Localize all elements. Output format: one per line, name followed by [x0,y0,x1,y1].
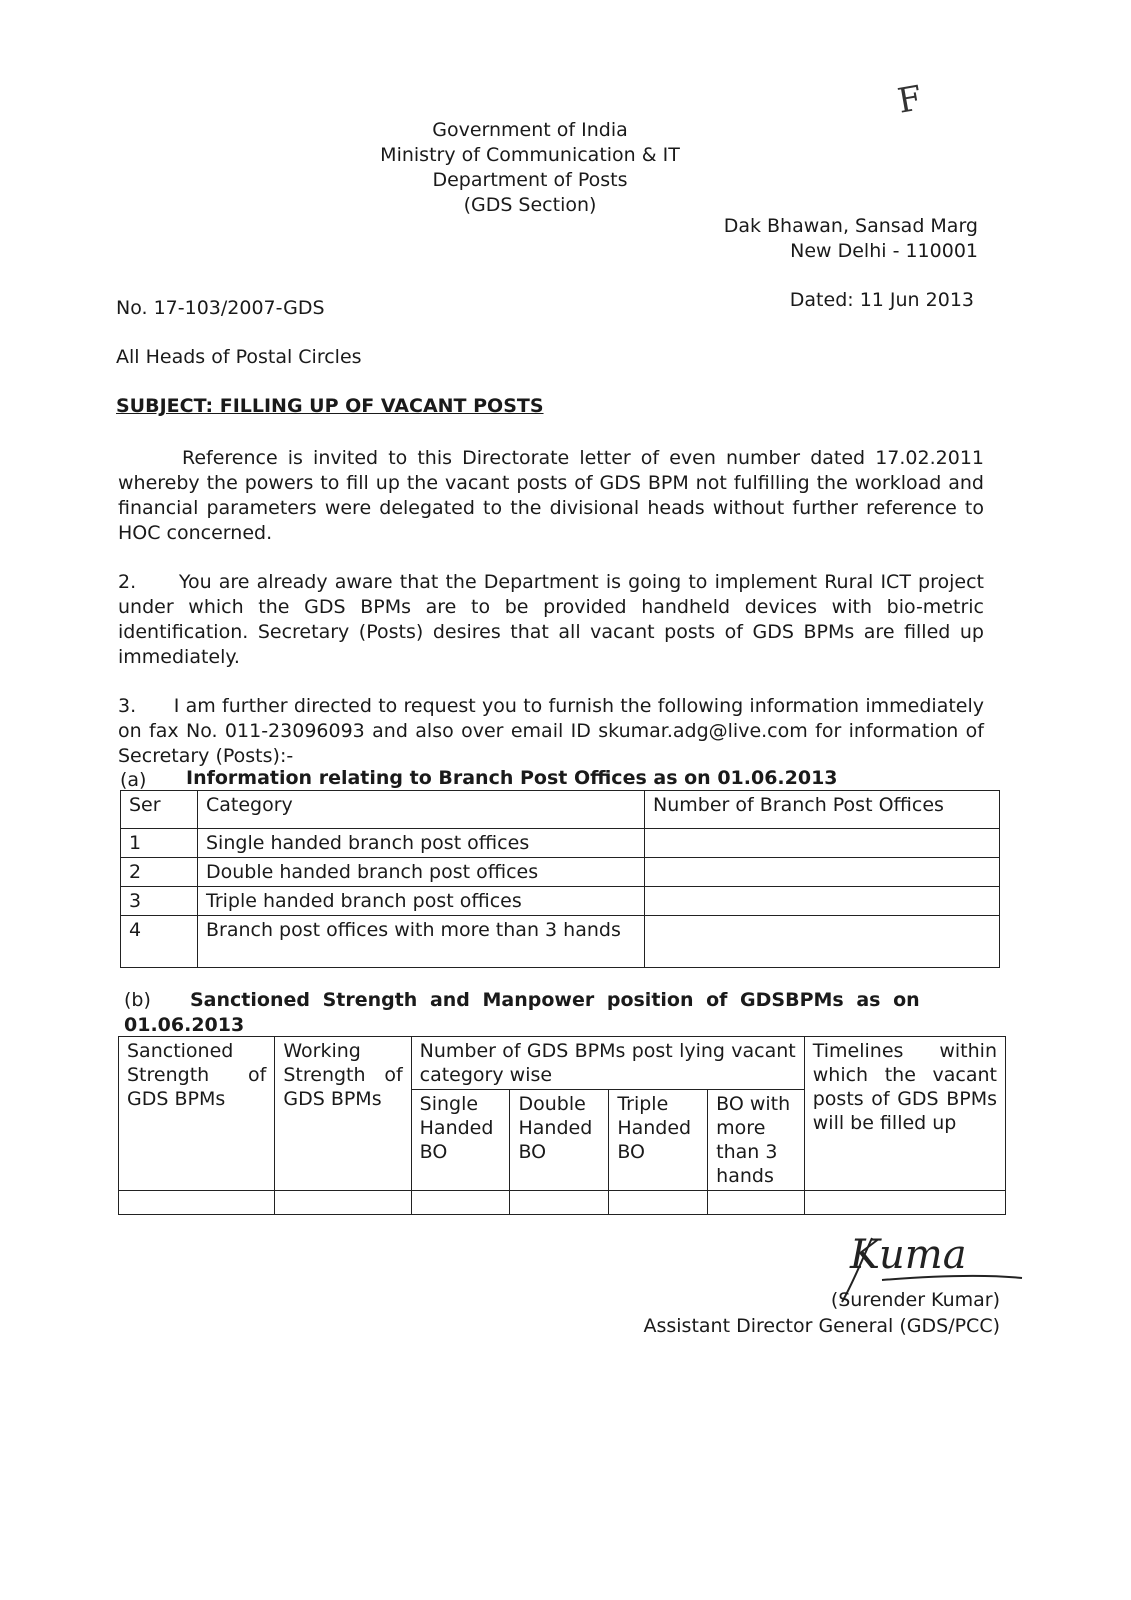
signatory-designation: Assistant Director General (GDS/PCC) [643,1315,1000,1337]
signatory-name: (Surender Kumar) [830,1289,1000,1311]
header-category: Category [198,791,645,829]
table-row [121,916,1000,968]
reference-number: No. 17-103/2007-GDS [116,297,325,319]
row-number [645,916,1000,968]
header-single-handed: Single Handed BO [411,1090,510,1191]
row-ser: 2 [121,858,198,887]
table-a-title: Information relating to Branch Post Offices as on 01.06.2013 [186,767,838,789]
signature-scribble: Kuma [850,1232,967,1278]
table-b-label: (b) [124,989,151,1011]
row-number [645,858,1000,887]
cell-working [275,1191,411,1215]
header-dept: Department of Posts [432,169,628,191]
cell-more [708,1191,805,1215]
header-working-strength: Working Strength of GDS BPMs [275,1037,411,1191]
header-ser: Ser [121,791,198,829]
header-triple-handed: Triple Handed BO [609,1090,708,1191]
row-ser: 4 [121,916,198,968]
row-ser: 3 [121,887,198,916]
header-gov: Government of India [432,119,628,141]
table-row [121,887,1000,916]
paragraph-2: 2. You are already aware that the Department is going to implement Rural ICT project under which the GDS BPMs are to be provided handheld devices with bio-metric identification. Secretary (Posts) desires that all vacant posts of GDS BPMs are filled up immediately. [118,571,991,668]
cell-timelines [804,1191,1005,1215]
table-b-title: Sanctioned Strength and Manpower position of GDSBPMs as on 01.06.2013 [124,989,920,1036]
subject: SUBJECT: FILLING UP OF VACANT POSTS [116,395,544,417]
cell-sanctioned [119,1191,275,1215]
table-row [121,829,1000,858]
row-number [645,887,1000,916]
table-a-label: (a) [120,769,147,791]
table-header-row [121,791,1000,829]
dated: Dated: 11 Jun 2013 [789,289,974,311]
table-row [121,858,1000,887]
header-double-handed: Double Handed BO [510,1090,609,1191]
header-sanctioned-strength: Sanctioned Strength of GDS BPMs [119,1037,275,1191]
paragraph-3: 3. I am further directed to request you to furnish the following information immediately on fax No. 011-23096093 and also over email ID skumar.adg@live.com for information of Secretary (Posts):- [118,695,991,767]
address-line-1: Dak Bhawan, Sansad Marg [723,215,978,237]
header-number: Number of Branch Post Offices [645,791,1000,829]
paragraph-1: Reference is invited to this Directorate letter of even number dated 17.02.2011 whereby the powers to fill up the vacant posts of GDS BPM not fulfilling the workload and financial parameters were delegated to the divisional heads without further reference to HOC concerned. [118,447,984,544]
cell-triple [609,1191,708,1215]
row-ser: 1 [121,829,198,858]
header-ministry: Ministry of Communication & IT [380,144,680,166]
row-category: Branch post offices with more than 3 hands [198,916,645,968]
row-category: Double handed branch post offices [198,858,645,887]
handwritten-mark: F [894,78,925,122]
cell-single [411,1191,510,1215]
address-line-2: New Delhi - 110001 [790,240,978,262]
manpower-position-table [118,1036,1006,1215]
table-row [119,1191,1006,1215]
branch-post-offices-table [120,790,1000,968]
header-timelines: Timelines within which the vacant posts of GDS BPMs will be filled up [804,1037,1005,1191]
row-category: Single handed branch post offices [198,829,645,858]
addressee: All Heads of Postal Circles [116,346,362,368]
row-number [645,829,1000,858]
cell-double [510,1191,609,1215]
header-section: (GDS Section) [463,194,597,216]
row-category: Triple handed branch post offices [198,887,645,916]
header-vacant-category-wise: Number of GDS BPMs post lying vacant category wise [411,1037,804,1090]
header-more-than-3: BO with more than 3 hands [708,1090,805,1191]
